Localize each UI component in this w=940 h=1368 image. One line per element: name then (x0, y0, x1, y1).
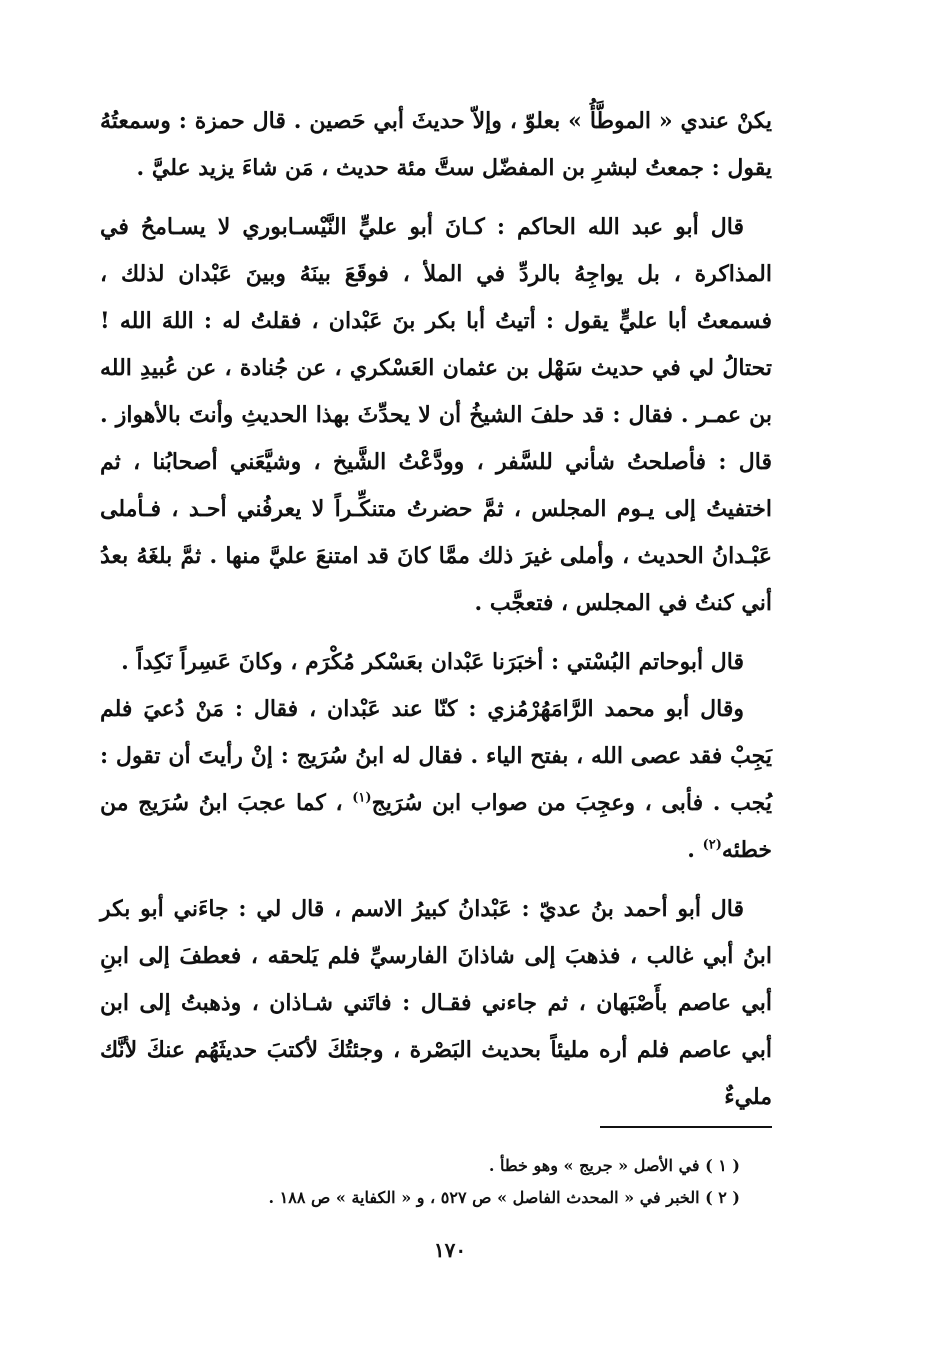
paragraph-4-text-c: . (687, 837, 703, 863)
footnote-1: ( ١ ) في الأصل « جريج » وهو خطأ . (488, 1156, 740, 1175)
page-number: ١٧٠ (433, 1238, 467, 1262)
footnote-2: ( ٢ ) الخبر في « المحدث الفاصل » ص ٥٢٧ ، و « الكفاية » ص ١٨٨ . (268, 1188, 740, 1207)
paragraph-3: قال أبوحاتم البُسْتي : أخبَرَنا عَبْدان بعَسْكر مُكْرَم ، وكانَ عَسِراً نَكِداً . (121, 649, 744, 675)
paragraph-4 (100, 686, 772, 874)
paragraph-2: قال أبو عبد الله الحاكم : كـانَ أبو عليٍّ النَّيْسـابوري لا يسـامحُ في المذاكرة ، بل يواجِهُ بالردِّ في الملأ ، فوقَعَ بينَهُ وبينَ عَبْدان لذلك ، فسمعتُ أبا عليٍّ يقول : أتيتُ أبا بكر بنَ عَبْدان ، فقلتُ له : اللهَ الله ! تحتالُ لي في حديث سَهْل بن عثمان العَسْكري ، عن جُنادة ، عن عُبيدِ الله بن عمـر . فقال : قد حلفَ الشيخُ أن لا يحدِّثَ بهذا الحديثِ وأنتَ بالأهواز . قال : فأصلحتُ شأني للسَّفر ، وودَّعْتُ الشَّيخ ، وشيَّعَني أصحابُنا ، ثم اختفيتُ إلى يـوم المجلس ، ثمَّ حضرتُ متنكِّـراً لا يعرفُني أحـد ، فـأملى عَبْـدانُ الحديث ، وأملى غيرَ ذلك ممَّا كانَ قد امتنعَ عليَّ منها . ثمَّ بلغَهُ بعدُ أني كنتُ في المجلس ، فتعجَّب . (100, 214, 772, 616)
footnotes (100, 1150, 740, 1214)
footnote-marker-1: (١) (352, 790, 372, 806)
footnote-separator (600, 1126, 772, 1128)
paragraph-4-text-b: ، كما عجبَ ابنُ سُرَيج من خطئه (100, 790, 772, 863)
paragraph-1: يكنْ عندي « الموطَّأُ » بعلوّ ، وإلاّ حديثَ أبي حَصين . قال حمزة : وسمعتُهُ يقول : جمعتُ لبشرِ بن المفضّل ستَّ مئة حديث ، مَن شاءَ يزيد عليَّ . (100, 108, 772, 181)
footnote-marker-2: (٢) (702, 837, 722, 853)
paragraph-4-text-a: وقال أبو محمد الرَّامَهُرْمُزي : كنّا عند عَبْدان ، فقال : مَنْ دُعيَ فلم يَجِبْ فقد عصى الله ، بفتح الياء . فقال له ابنُ سُرَيج : إنْ رأيتَ أن تقول : يُجب . فأبى ، وعجِبَ من صواب ابن سُرَيج (100, 696, 772, 816)
main-text (100, 98, 772, 1121)
paragraph-5: قال أبو أحمد بنُ عديّ : عَبْدانُ كبيرُ الاسم ، قال لي : جاءَني أبو بكر ابنُ أبي غالب ، فذهبَ إلى شاذانَ الفارسيِّ فلم يَلحقه ، فعطفَ إلى ابنِ أبي عاصم بأَصْبَهان ، ثم جاءني فقـال : فاتَني شـاذان ، وذهبتُ إلى ابن أبي عاصم فلم أره مليئاً بحديث البَصْرة ، وجئتُكَ لأكتبَ حديثَهُم عنكَ لأنَّك مليءٌ (100, 896, 772, 1110)
